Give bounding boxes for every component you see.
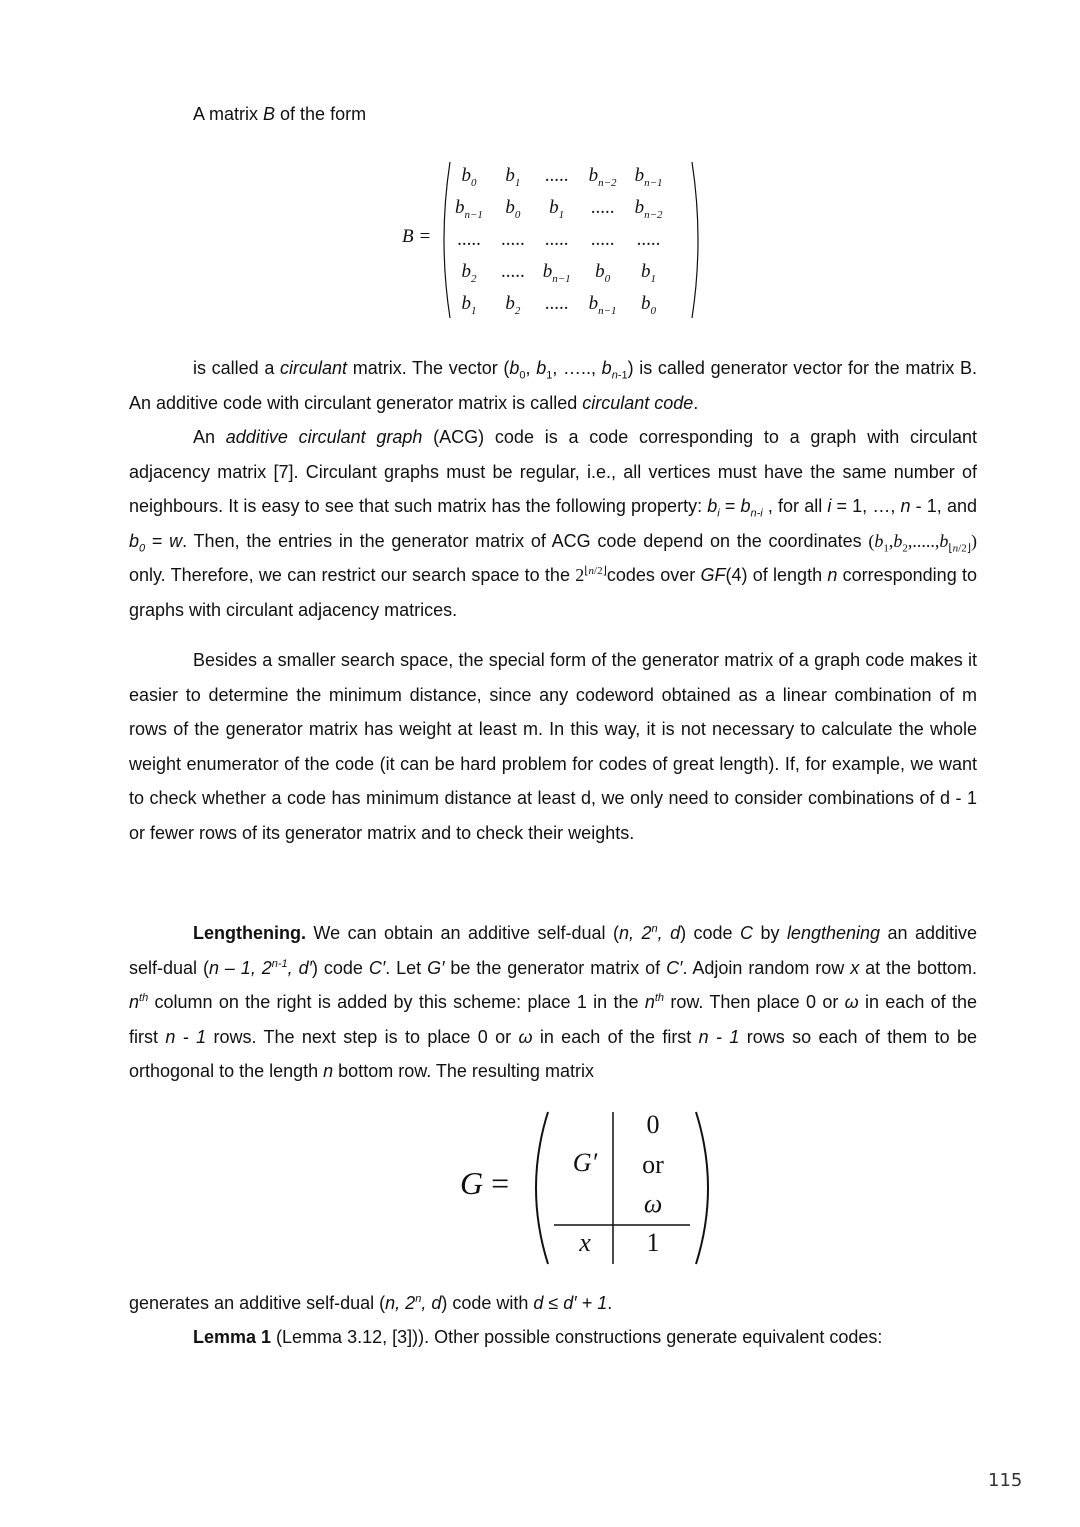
matrix-b-cell: ..... (544, 293, 569, 314)
matrix-b-cell: ..... (544, 229, 569, 250)
matrix-g-col-mid: or (642, 1150, 664, 1179)
matrix-b-cell: $b_{n-2}$ (634, 197, 663, 221)
matrix-b-cell: $b_1$ (505, 165, 521, 189)
matrix-b-cell: $b_{n-2}$ (588, 165, 617, 189)
intro-text: A matrix B of the form (193, 104, 367, 124)
matrix-b-cell: $b_0$ (505, 197, 521, 221)
matrix-g-lines (528, 1108, 718, 1268)
matrix-b-row (446, 192, 672, 224)
matrix-b-cell: $b_{n-1}$ (455, 197, 483, 221)
matrix-b-cell: $b_{n-1}$ (634, 165, 663, 189)
matrix-b-cell: $b_0$ (461, 165, 477, 189)
matrix-b-cell: $b_2$ (461, 261, 477, 285)
page-number: 115 (988, 1470, 1023, 1491)
matrix-b-cell: $b_0$ (595, 261, 611, 285)
matrix-b-cell: $b_2$ (505, 293, 521, 317)
paragraph-acg: An additive circulant graph (ACG) code is a code corresponding to a graph with circulant adjacency matrix [7]. Circulant graphs must be regular, i.e., all vertices must have the same number of neighbours. It is easy to see that such matrix has the following property: $b_i = b_{n-i}$ , for all i = 1, …, n - 1, and $b_0 = w$. Then, the entries in the generator matrix of ACG code depend on the coordinates $(b_1,b_2,.....,b_{⌊n/2⌋})$ only. Therefore, we can restrict our search space to the $2^{⌊n/2⌋}codes$ over GF(4) of length n corresponding to graphs with circulant adjacency matrices. (129, 427, 977, 620)
matrix-b-cell: $b_0$ (641, 293, 657, 317)
matrix-b-cell: $b_{n-1}$ (588, 293, 617, 317)
paragraph-circulant: is called a circulant matrix. The vector ($b_0$, $b_1$, ….., $b_{n-1}$) is called generator vector for the matrix B. An additive code with circulant generator matrix is called circulant code. (129, 358, 977, 413)
paragraph-generates: generates an additive self-dual (n, 2$^n$, d) code with d ≤ d′ + 1. (129, 1293, 613, 1313)
intro-line (129, 97, 977, 132)
matrix-b-cell: ..... (500, 261, 525, 282)
matrix-b-row (446, 256, 672, 288)
matrix-g-col-top: 0 (646, 1110, 660, 1139)
matrix-b-entries (446, 160, 672, 320)
matrix-b-cell: ..... (544, 165, 569, 186)
matrix-b-cell: $b_1$ (461, 293, 477, 317)
matrix-b-cell: $b_{n-1}$ (542, 261, 571, 285)
paragraph-search-space: Besides a smaller search space, the special form of the generator matrix of a graph code makes it easier to determine the minimum distance, since any codeword obtained as a linear combination of m rows of the generator matrix has weight at least m. In this way, it is not necessary to calculate the whole weight enumerator of the code (it can be hard problem for codes of great length). If, for example, we want to check whether a code has minimum distance at least d, we only need to consider combinations of d - 1 or fewer rows of its generator matrix and to check their weights. (129, 650, 977, 843)
matrix-b-cell: ..... (590, 197, 615, 218)
matrix-b-cell: $b_1$ (549, 197, 565, 221)
paragraph-lengthening: Lengthening. We can obtain an additive self-dual (n, 2$^n$, d) code C by lengthening an additive self-dual (n – 1, 2$^{n-1}$, d′) code C′. Let G′ be the generator matrix of C′. Adjoin random row x at the bottom. $n^{th}$ column on the right is added by this scheme: place 1 in the $n^{th}$ row. Then place 0 or ω in each of the first n - 1 rows. The next step is to place 0 or ω in each of the first n - 1 rows so each of them to be orthogonal to the length n bottom row. The resulting matrix (129, 923, 978, 1081)
matrix-b-cell: ..... (636, 229, 661, 250)
matrix-b-cell: ..... (590, 229, 615, 250)
matrix-b-cell: ..... (457, 229, 481, 250)
matrix-b-row (446, 160, 672, 192)
matrix-g-bottomright: 1 (646, 1228, 660, 1257)
matrix-b-lhs: B = (402, 226, 432, 247)
paragraph-lemma: Lemma 1 (Lemma 3.12, [3])). Other possible constructions generate equivalent codes: (193, 1327, 883, 1347)
matrix-g-topleft: G′ (572, 1148, 598, 1177)
matrix-b-cell: $b_1$ (641, 261, 657, 285)
matrix-g-bottomleft: x (579, 1228, 591, 1257)
matrix-b-cell: ..... (500, 229, 525, 250)
matrix-b-row (446, 288, 672, 320)
matrix-b-row (446, 224, 672, 256)
matrix-g-col-bot: ω (643, 1189, 663, 1218)
